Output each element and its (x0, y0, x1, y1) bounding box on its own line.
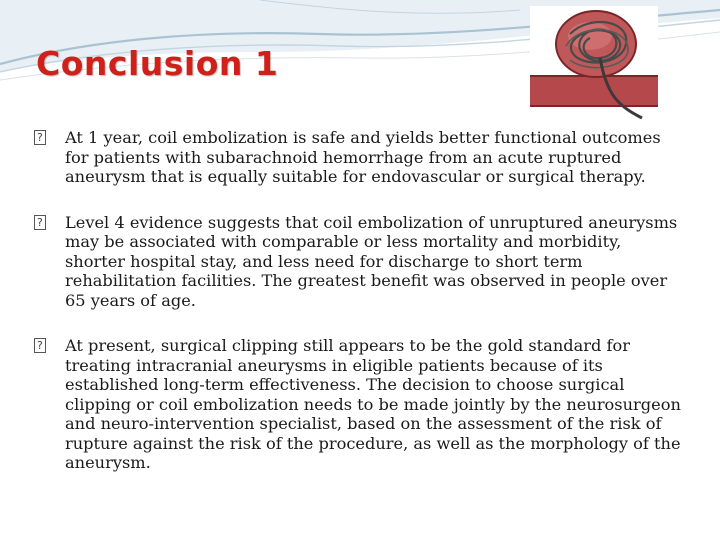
bullet-item (34, 336, 684, 473)
bullet-list (34, 128, 684, 499)
slide-title: Conclusion 1 (36, 44, 279, 83)
bullet-text: At 1 year, coil embolization is safe and yields better functional outcomes for patients with subarachnoid hemorrhage from an acute ruptured aneurysm that is equally suitable for endovascular or surgical therapy. (65, 128, 661, 186)
bullet-item (34, 128, 684, 187)
missing-glyph-icon (34, 338, 46, 353)
bullet-text: Level 4 evidence suggests that coil embolization of unruptured aneurysms may be associated with comparable or less mortality and morbidity, shorter hospital stay, and less need for discharge to short term rehabilitation facilities. The greatest benefit was observed in people over 65 years of age. (65, 212, 678, 310)
missing-glyph-icon (34, 130, 46, 145)
missing-glyph-icon (34, 215, 46, 230)
bullet-text: At present, surgical clipping still appears to be the gold standard for treating intracranial aneurysms in eligible patients because of its established long-term effectiveness. The decision to choose surgical clipping or coil embolization needs to be made jointly by the neurosurgeon and neuro-intervention specialist, based on the assessment of the risk of rupture against the risk of the procedure, as well as the morphology of the aneurysm. (65, 336, 681, 472)
aneurysm-coil-illustration (530, 6, 658, 120)
bullet-item (34, 213, 684, 311)
